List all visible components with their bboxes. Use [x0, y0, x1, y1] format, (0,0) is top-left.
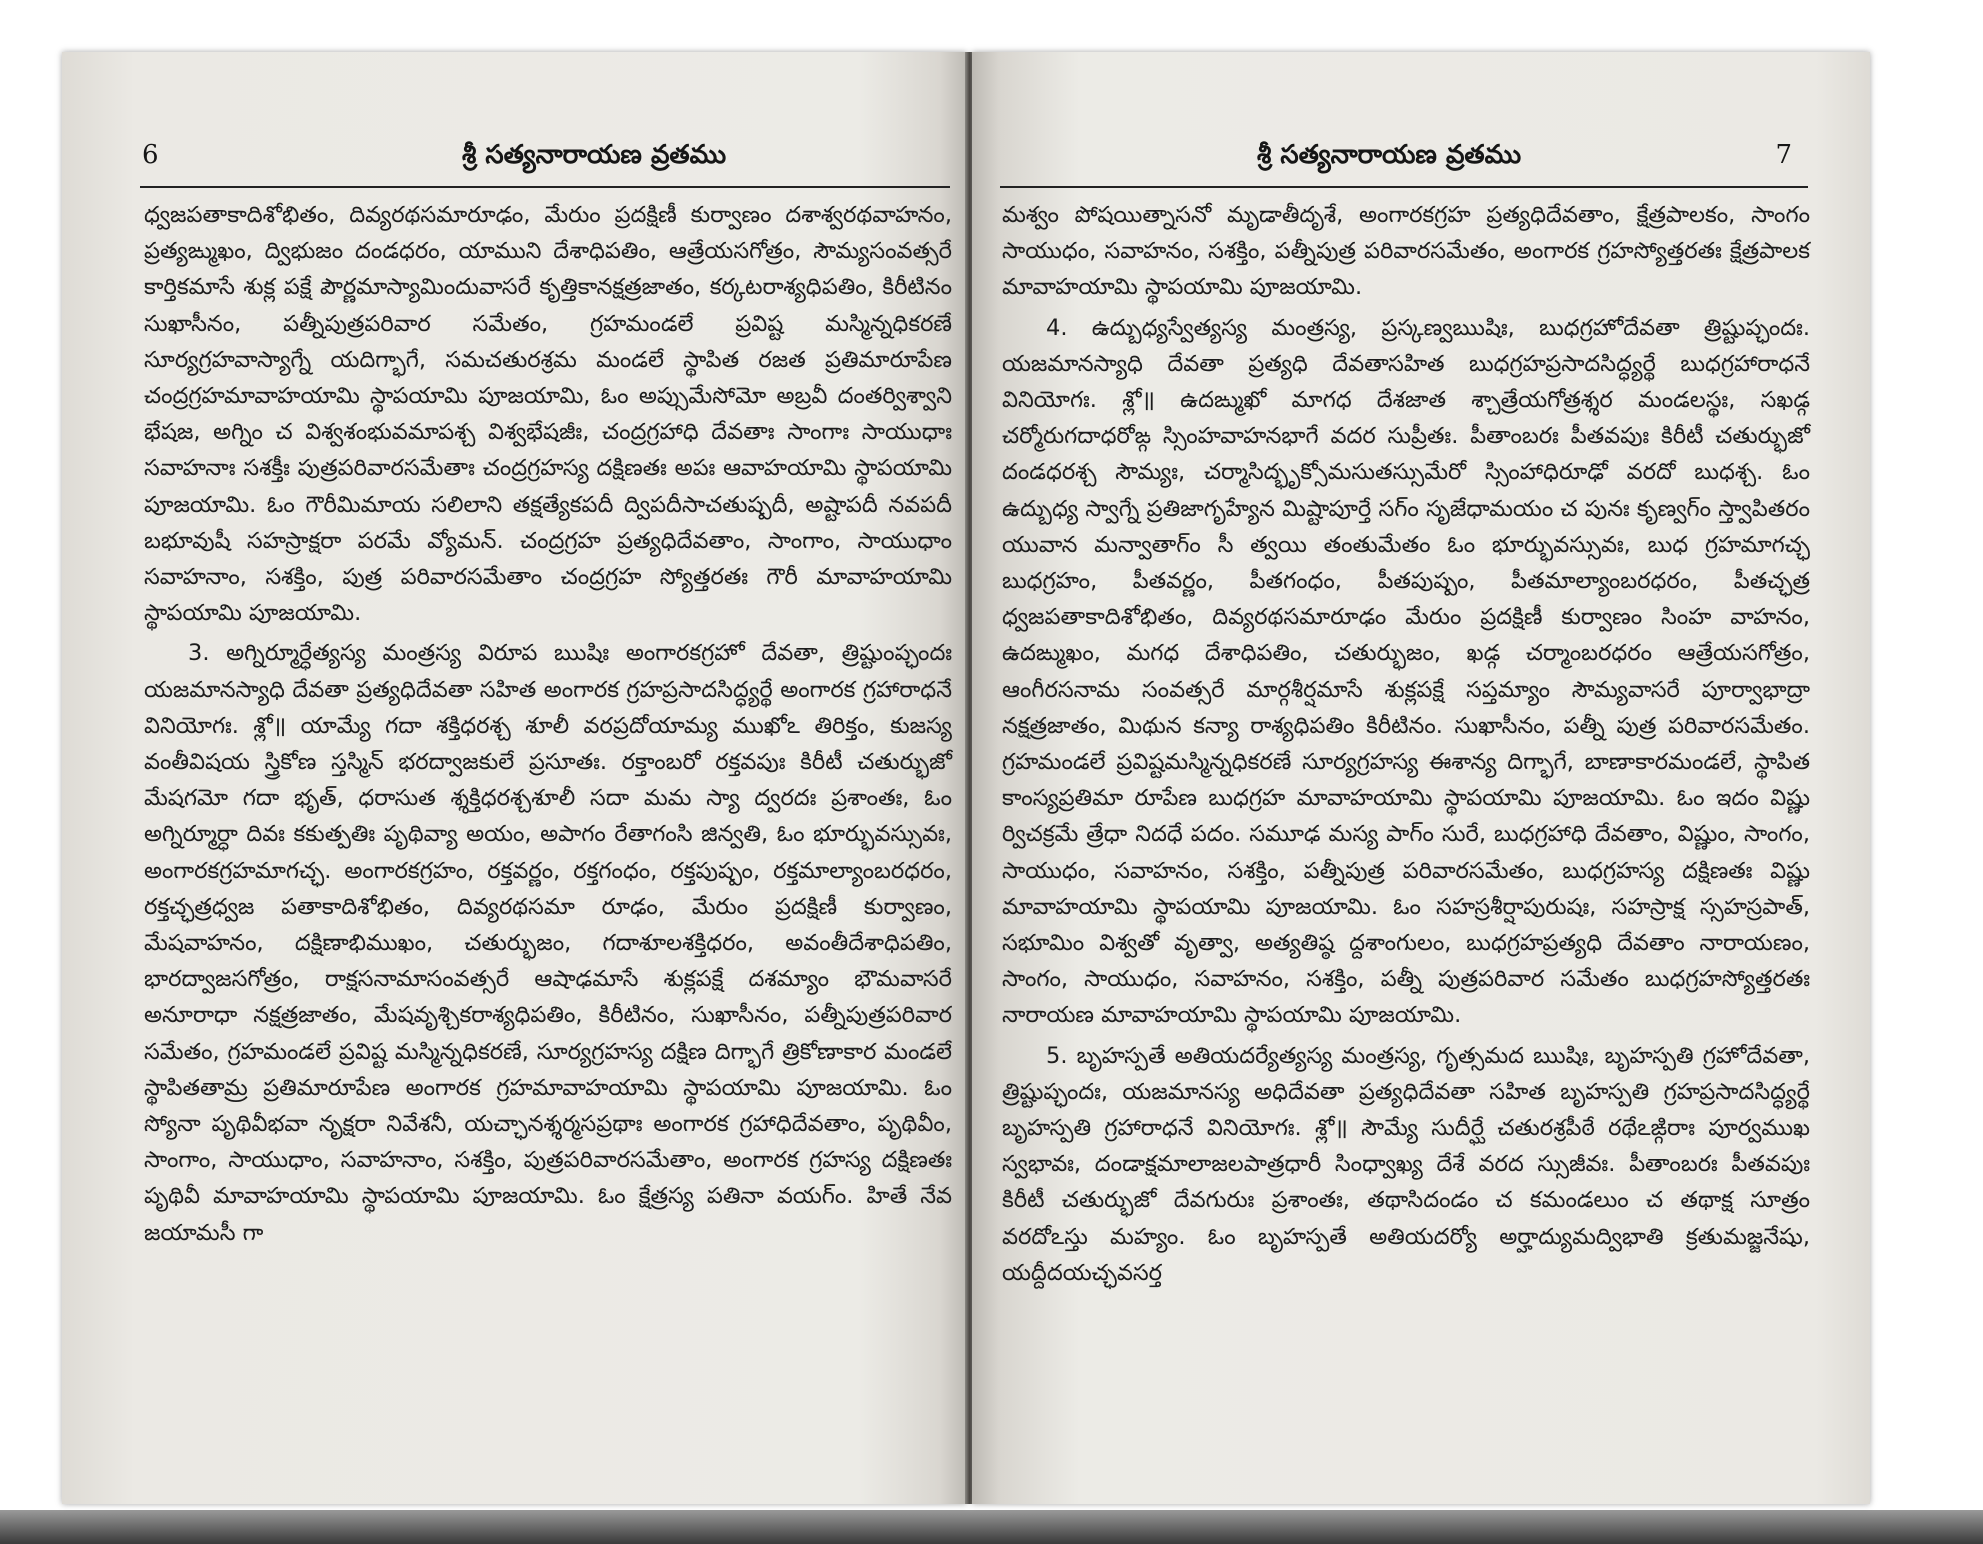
right-page-header-title: శ్రీ సత్యనారాయణ వ్రతము: [1257, 140, 1522, 170]
left-page-number: 6: [142, 140, 159, 170]
right-paragraph-3: 5. బృహస్పతే అతియదర్యేత్యస్య మంత్రస్య, గృత్సమద ఋషిః, బృహస్పతి గ్రహోదేవతా, త్రిష్టుప్ఛందః, యజమానస్య అధిదేవతా ప్రత్యధిదేవతా సహిత బృహస్పతి గ్రహప్రసాదసిద్ధ్యర్థే బృహస్పతి గ్రహారాధనే వినియోగః. శ్లో॥ సౌమ్యే సుదీర్ఘే చతురశ్రపీఠే రథేఽఙ్గిరాః పూర్వముఖ స్వభావః, దండాక్షమాలాజలపాత్రధారీ సింధ్వాఖ్య దేశే వరద స్సుజీవః. పీతాంబరః పీతవపుః కిరీటీ చతుర్భుజో దేవగురుః ప్రశాంతః, తథాసిదండం చ కమండలుం చ తథాక్ష సూత్రం వరదోఽస్తు మహ్యం. ఓం బృహస్పతే అతియదర్యో అర్హాద్యుమద్విభాతి క్రతుమజ్జనేషు, యద్దీదయచ్ఛవసర్త: [1002, 1042, 1810, 1286]
scanner-bed-edge: [0, 1510, 1983, 1544]
left-paragraph-2: 3. అగ్నిర్మూర్ధేత్యస్య మంత్రస్య విరూప ఋషిః అంగారకగ్రహో దేవతా, త్రిష్టుంప్ఛందః యజమానస్యాధి దేవతా ప్రత్యధిదేవతా సహిత అంగారక గ్రహప్రసాదసిద్ధ్యర్థే అంగారక గ్రహారాధనే వినియోగః. శ్లో॥ యామ్యే గదా శక్తిధరశ్చ శూలీ వరప్రదోయామ్య ముఖోఽ తిరిక్తం, కుజస్య వంతీవిషయ స్త్రికోణ స్తస్మిన్ భరద్వాజకులే ప్రసూతః. రక్తాంబరో రక్తవపుః కిరీటీ చతుర్భుజో మేషగమో గదా భృత్, ధరాసుత శ్శక్తిధరశ్చశూలీ సదా మమ స్యా ద్వరదః ప్రశాంతః, ఓం అగ్నిర్మూర్ధా దివః కకుత్పతిః పృథివ్యా అయం, అపాగం రేతాగంసి జిన్వతి, ఓం భూర్భువస్సువః, అంగారకగ్రహమాగచ్ఛ. అంగారకగ్రహం, రక్తవర్ణం, రక్తగంధం, రక్తపుష్పం, రక్తమాల్యాంబరధరం, రక్తచ్ఛత్రధ్వజ పతాకాదిశోభితం, దివ్యరథసమా రూఢం, మేరుం ప్రదక్షిణీ కుర్వాణం, మేషవాహనం, దక్షిణాభిముఖం, చతుర్భుజం, గదాశూలశక్తిధరం, అవంతీదేశాధిపతిం, భారద్వాజసగోత్రం, రాక్షసనామాసంవత్సరే ఆషాఢమాసే శుక్లపక్షే దశమ్యాం భౌమవాసరే అనూరాధా నక్షత్రజాతం, మేషవృశ్చికరాశ్యధిపతిం, కిరీటినం, సుఖాసీనం, పత్నీపుత్రపరివార సమేతం, గ్రహమండలే ప్రవిష్ట మస్మిన్నధికరణే, సూర్యగ్రహస్య దక్షిణ దిగ్భాగే త్రికోణాకార మండలే స్థాపితతామ్ర ప్రతిమారూపేణ అంగారక గ్రహమావాహయామి స్థాపయామి పూజయామి. ఓం స్యోనా పృథివీభవా నృక్షరా నివేశనీ, యచ్ఛానశ్శర్మసప్రథాః అంగారక గ్రహాధిదేవతాం, పృథివీం, సాంగాం, సాయుధాం, సవాహనాం, సశక్తిం, పుత్రపరివారసమేతాం, అంగారక గ్రహస్య దక్షిణతః పృథివీ మావాహయామి స్థాపయామి పూజయామి. ఓం క్షేత్రస్య పతినా వయగ్ం. హితే నేవ జయామసీ గా: [144, 640, 952, 1246]
right-page-number: 7: [1775, 140, 1792, 170]
right-page-body: [1002, 197, 1810, 1291]
left-header-rule: [140, 186, 950, 188]
left-paragraph-1: ధ్వజపతాకాదిశోభితం, దివ్యరథసమారూఢం, మేరుం ప్రదక్షిణీ కుర్వాణం దశాశ్వరథవాహనం, ప్రత్యఙ్ముఖం, ద్విభుజం దండధరం, యాముని దేశాధిపతిం, ఆత్రేయసగోత్రం, సౌమ్యసంవత్సరే కార్తికమాసే శుక్ల పక్షే పౌర్ణమాస్యామిందువాసరే కృత్తికానక్షత్రజాతం, కర్కటరాశ్యధిపతిం, కిరీటినం సుఖాసీనం, పత్నీపుత్రపరివార సమేతం, గ్రహమండలే ప్రవిష్ట మస్మిన్నధికరణే సూర్యగ్రహవాస్యాగ్నే యదిగ్భాగే, సమచతురశ్రమ మండలే స్థాపిత రజత ప్రతిమారూపేణ చంద్రగ్రహమావాహయామి స్థాపయామి పూజయామి, ఓం అప్సుమేసోమో అబ్రవీ దంతర్విశ్వాని భేషజ, అగ్నిం చ విశ్వశంభువమాపశ్చ విశ్వభేషజీః, చంద్రగ్రహాధి దేవతాః సాంగాః సాయుధాః సవాహనాః సశక్తీః పుత్రపరివారసమేతాః చంద్రగ్రహస్య దక్షిణతః అపః ఆవాహయామి స్థాపయామి పూజయామి. ఓం గౌరీమిమాయ సలిలాని తక్షత్యేకపదీ ద్విపదీసాచతుష్పదీ, అష్టాపదీ నవపదీ బభూవుషీ సహస్రాక్షరా పరమే వ్యోమన్. చంద్రగ్రహ ప్రత్యధిదేవతాం, సాంగాం, సాయుధాం సవాహనాం, సశక్తిం, పుత్ర పరివారసమేతాం చంద్రగ్రహ స్యోత్తరతః గౌరీ మావాహయామి స్థాపయామి పూజయామి.: [144, 202, 952, 627]
open-booklet: [62, 52, 1870, 1512]
right-page-header: [1002, 140, 1792, 176]
right-page: [972, 52, 1870, 1504]
right-paragraph-1: మశ్వం పోషయిత్నాసనో మృడాతీదృశే, అంగారకగ్రహ ప్రత్యధిదేవతాం, క్షేత్రపాలకం, సాంగం సాయుధం, సవాహనం, సశక్తిం, పత్నీపుత్ర పరివారసమేతం, అంగారక గ్రహస్యోత్తరతః క్షేత్రపాలక మావాహయామి స్థాపయామి పూజయామి.: [1002, 202, 1810, 301]
left-page-body: [144, 197, 952, 1251]
left-page: [62, 52, 967, 1504]
left-page-header-title: శ్రీ సత్యనారాయణ వ్రతము: [462, 140, 727, 170]
left-page-header: [142, 140, 947, 176]
right-paragraph-2: 4. ఉద్బుధ్యస్వేత్యస్య మంత్రస్య, ప్రస్కణ్వఋషిః, బుధగ్రహోదేవతా త్రిష్టుప్ఛందః. యజమానస్యాధి దేవతా ప్రత్యధి దేవతాసహిత బుధగ్రహప్రసాదసిద్ధ్యర్థే బుధగ్రహారాధనే వినియోగః. శ్లో॥ ఉదఙ్ముఖో మాగధ దేశజాత శ్చాత్రేయగోత్రశ్శర మండలస్థః, సఖడ్గ చర్మోరుగదాధరోఙ్గ స్సింహవాహనభాగే వదర సుప్రీతః. పీతాంబరః పీతవపుః కిరీటీ చతుర్భుజో దండధరశ్చ సౌమ్యః, చర్మాసిద్భృక్సోమసుతస్సుమేరో స్సింహాధిరూఢో వరదో బుధశ్చ. ఓం ఉద్బుధ్య స్వాగ్నే ప్రతిజాగృహ్యేన మిష్టాపూర్తే సగ్ం సృజేధామయం చ పునః కృణ్వగ్ం స్త్వాపితరం యువాన మన్వాతాగ్ం సీ త్వయి తంతుమేతం ఓం భూర్భువస్సువః, బుధ గ్రహమాగచ్ఛ బుధగ్రహం, పీతవర్ణం, పీతగంధం, పీతపుష్పం, పీతమాల్యాంబరధరం, పీతచ్ఛత్ర ధ్వజపతాకాదిశోభితం, దివ్యరథసమారూఢం మేరుం ప్రదక్షిణీ కుర్వాణం సింహ వాహనం, ఉదఙ్ముఖం, మగధ దేశాధిపతిం, చతుర్భుజం, ఖడ్గ చర్మాంబరధరం ఆత్రేయసగోత్రం, ఆంగీరసనామ సంవత్సరే మార్గశీర్షమాసే శుక్లపక్షే సప్తమ్యాం సౌమ్యవాసరే పూర్వాభాద్రా నక్షత్రజాతం, మిథున కన్యా రాశ్యధిపతిం కిరీటినం. సుఖాసీనం, పత్నీ పుత్ర పరివారసమేతం. గ్రహమండలే ప్రవిష్టమస్మిన్నధికరణే సూర్యగ్రహస్య ఈశాన్య దిగ్భాగే, బాణాకారమండలే, స్థాపిత కాంస్యప్రతిమా రూపేణ బుధగ్రహ మావాహయామి స్థాపయామి పూజయామి. ఓం ఇదం విష్ణు ర్విచక్రమే త్రేధా నిదధే పదం. సమూఢ మస్య పాగ్ం సురే, బుధగ్రహాధి దేవతాం, విష్ణుం, సాంగం, సాయుధం, సవాహనం, సశక్తిం, పత్నీపుత్ర పరివారసమేతం, బుధగ్రహస్య దక్షిణతః విష్ణు మావాహయామి స్థాపయామి పూజయామి. ఓం సహస్రశీర్షాపురుషః, సహస్రాక్ష స్సహస్రపాత్, సభూమిం విశ్వతో వృత్వా, అత్యతిష్ఠ ద్దశాంగులం, బుధగ్రహప్రత్యధి దేవతాం నారాయణం, సాంగం, సాయుధం, సవాహనం, సశక్తిం, పత్నీ పుత్రపరివార సమేతం బుధగ్రహస్యోత్తరతః నారాయణ మావాహయామి స్థాపయామి పూజయామి.: [1002, 314, 1810, 1029]
right-header-rule: [1000, 186, 1808, 188]
